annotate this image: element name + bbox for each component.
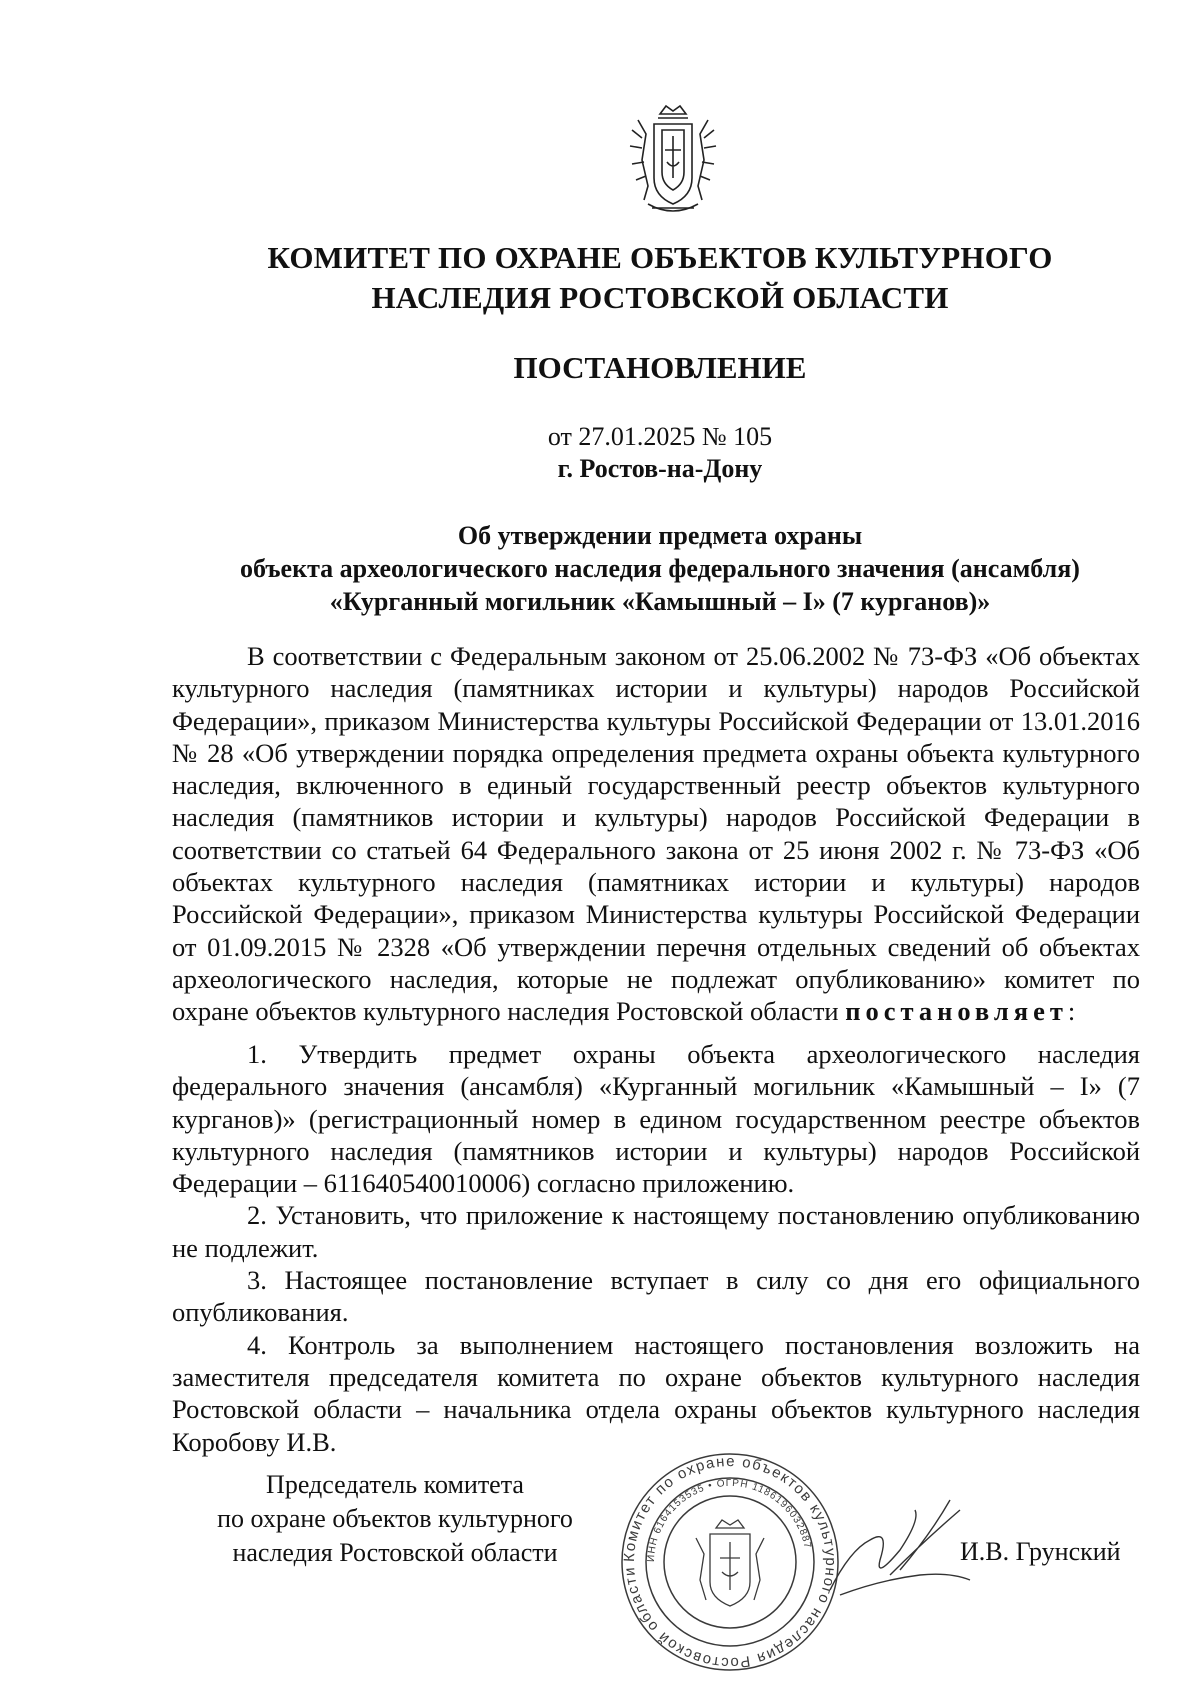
date-and-number: от 27.01.2025 № 105 [547,422,773,451]
signatory-position-line-3: наследия Ростовской области [232,1538,558,1567]
document-title-line-2: объекта археологического наследия федерального значения (ансамбля) [240,554,1080,583]
preamble-colon: : [1067,996,1076,1027]
signatory-position-line-2: по охране объектов культурного [217,1504,573,1533]
preamble-text: В соответствии с Федеральным законом от 25.06.2002 № 73-ФЗ «Об объектах культурного наследия (памятниках истории и культуры) народов Российской Федерации», приказом Министерства культуры Российской Федерации от 13.01.2016 № 28 «Об утверждении порядка определения предмета охраны объекта культурного наследия, включенного в единый государственный реестр объектов культурного наследия (памятников истории и культуры) народов Российской Федерации в соответствии со статьей 64 Федерального закона от 25 июня 2002 г. № 73-ФЗ «Об объектах культурного наследия (памятниках истории и культуры) народов Российской Федерации», приказом Министерства культуры Российской Федерации от 01.09.2015 № 2328 «Об утверждении перечня отдельных сведений об объектах археологического наследия, которые не подлежат опубликованию» комитет по охране объектов культурного наследия Ростовской области [172,641,1140,1027]
stamp-emblem-icon [696,1520,764,1606]
stamp-inner-text: ИНН 6164153535 • ОГРН 1186196032887 [645,1477,813,1563]
official-stamp [618,1450,842,1674]
signatory-name: И.В. Грунский [960,1537,1121,1566]
document-title [0,519,1200,618]
organization-name-line-1: КОМИТЕТ ПО ОХРАНЕ ОБЪЕКТОВ КУЛЬТУРНОГО [267,240,1053,275]
document-title-line-3: «Курганный могильник «Камышный – I» (7 курганов)» [329,587,991,616]
document-title-line-1: Об утверждении предмета охраны [457,521,863,550]
document-type: ПОСТАНОВЛЕНИЕ [513,350,807,385]
resolution-item: 4. Контроль за выполнением настоящего постановления возложить на заместителя председателя комитета по охране объектов культурного наследия Ростовской области – начальника отдела охраны объектов культурного наследия Коробову И.В. [172,1329,1140,1457]
resolution-item: 1. Утвердить предмет охраны объекта археологического наследия федерального значения (ансамбля) «Курганный могильник «Камышный – I» (7 курганов)» (регистрационный номер в едином государственном реестре объектов культурного наследия (памятников истории и культуры) народов Российской Федерации – 611640540010006) согласно приложению. [172,1039,1140,1199]
organization-name [0,238,1200,318]
resolves-word: постановляет [845,996,1068,1027]
coat-of-arms-icon [618,100,728,220]
resolution-item: 3. Настоящее постановление вступает в силу со дня его официального опубликования. [172,1265,1140,1328]
resolution-items [172,1038,1140,1458]
handwritten-signature [820,1480,980,1610]
city: г. Ростов-на-Дону [557,454,763,483]
resolution-item: 2. Установить, что приложение к настоящему постановлению опубликованию не подлежит. [172,1200,1140,1263]
signatory-position [180,1468,610,1570]
preamble-paragraph [172,640,1140,1028]
organization-name-line-2: НАСЛЕДИЯ РОСТОВСКОЙ ОБЛАСТИ [371,280,949,315]
preamble [172,640,1140,1028]
signatory-position-line-1: Председатель комитета [266,1470,524,1499]
stamp-outer-text: Комитет по охране объектов культурного наследия Ростовской области [620,1452,840,1672]
